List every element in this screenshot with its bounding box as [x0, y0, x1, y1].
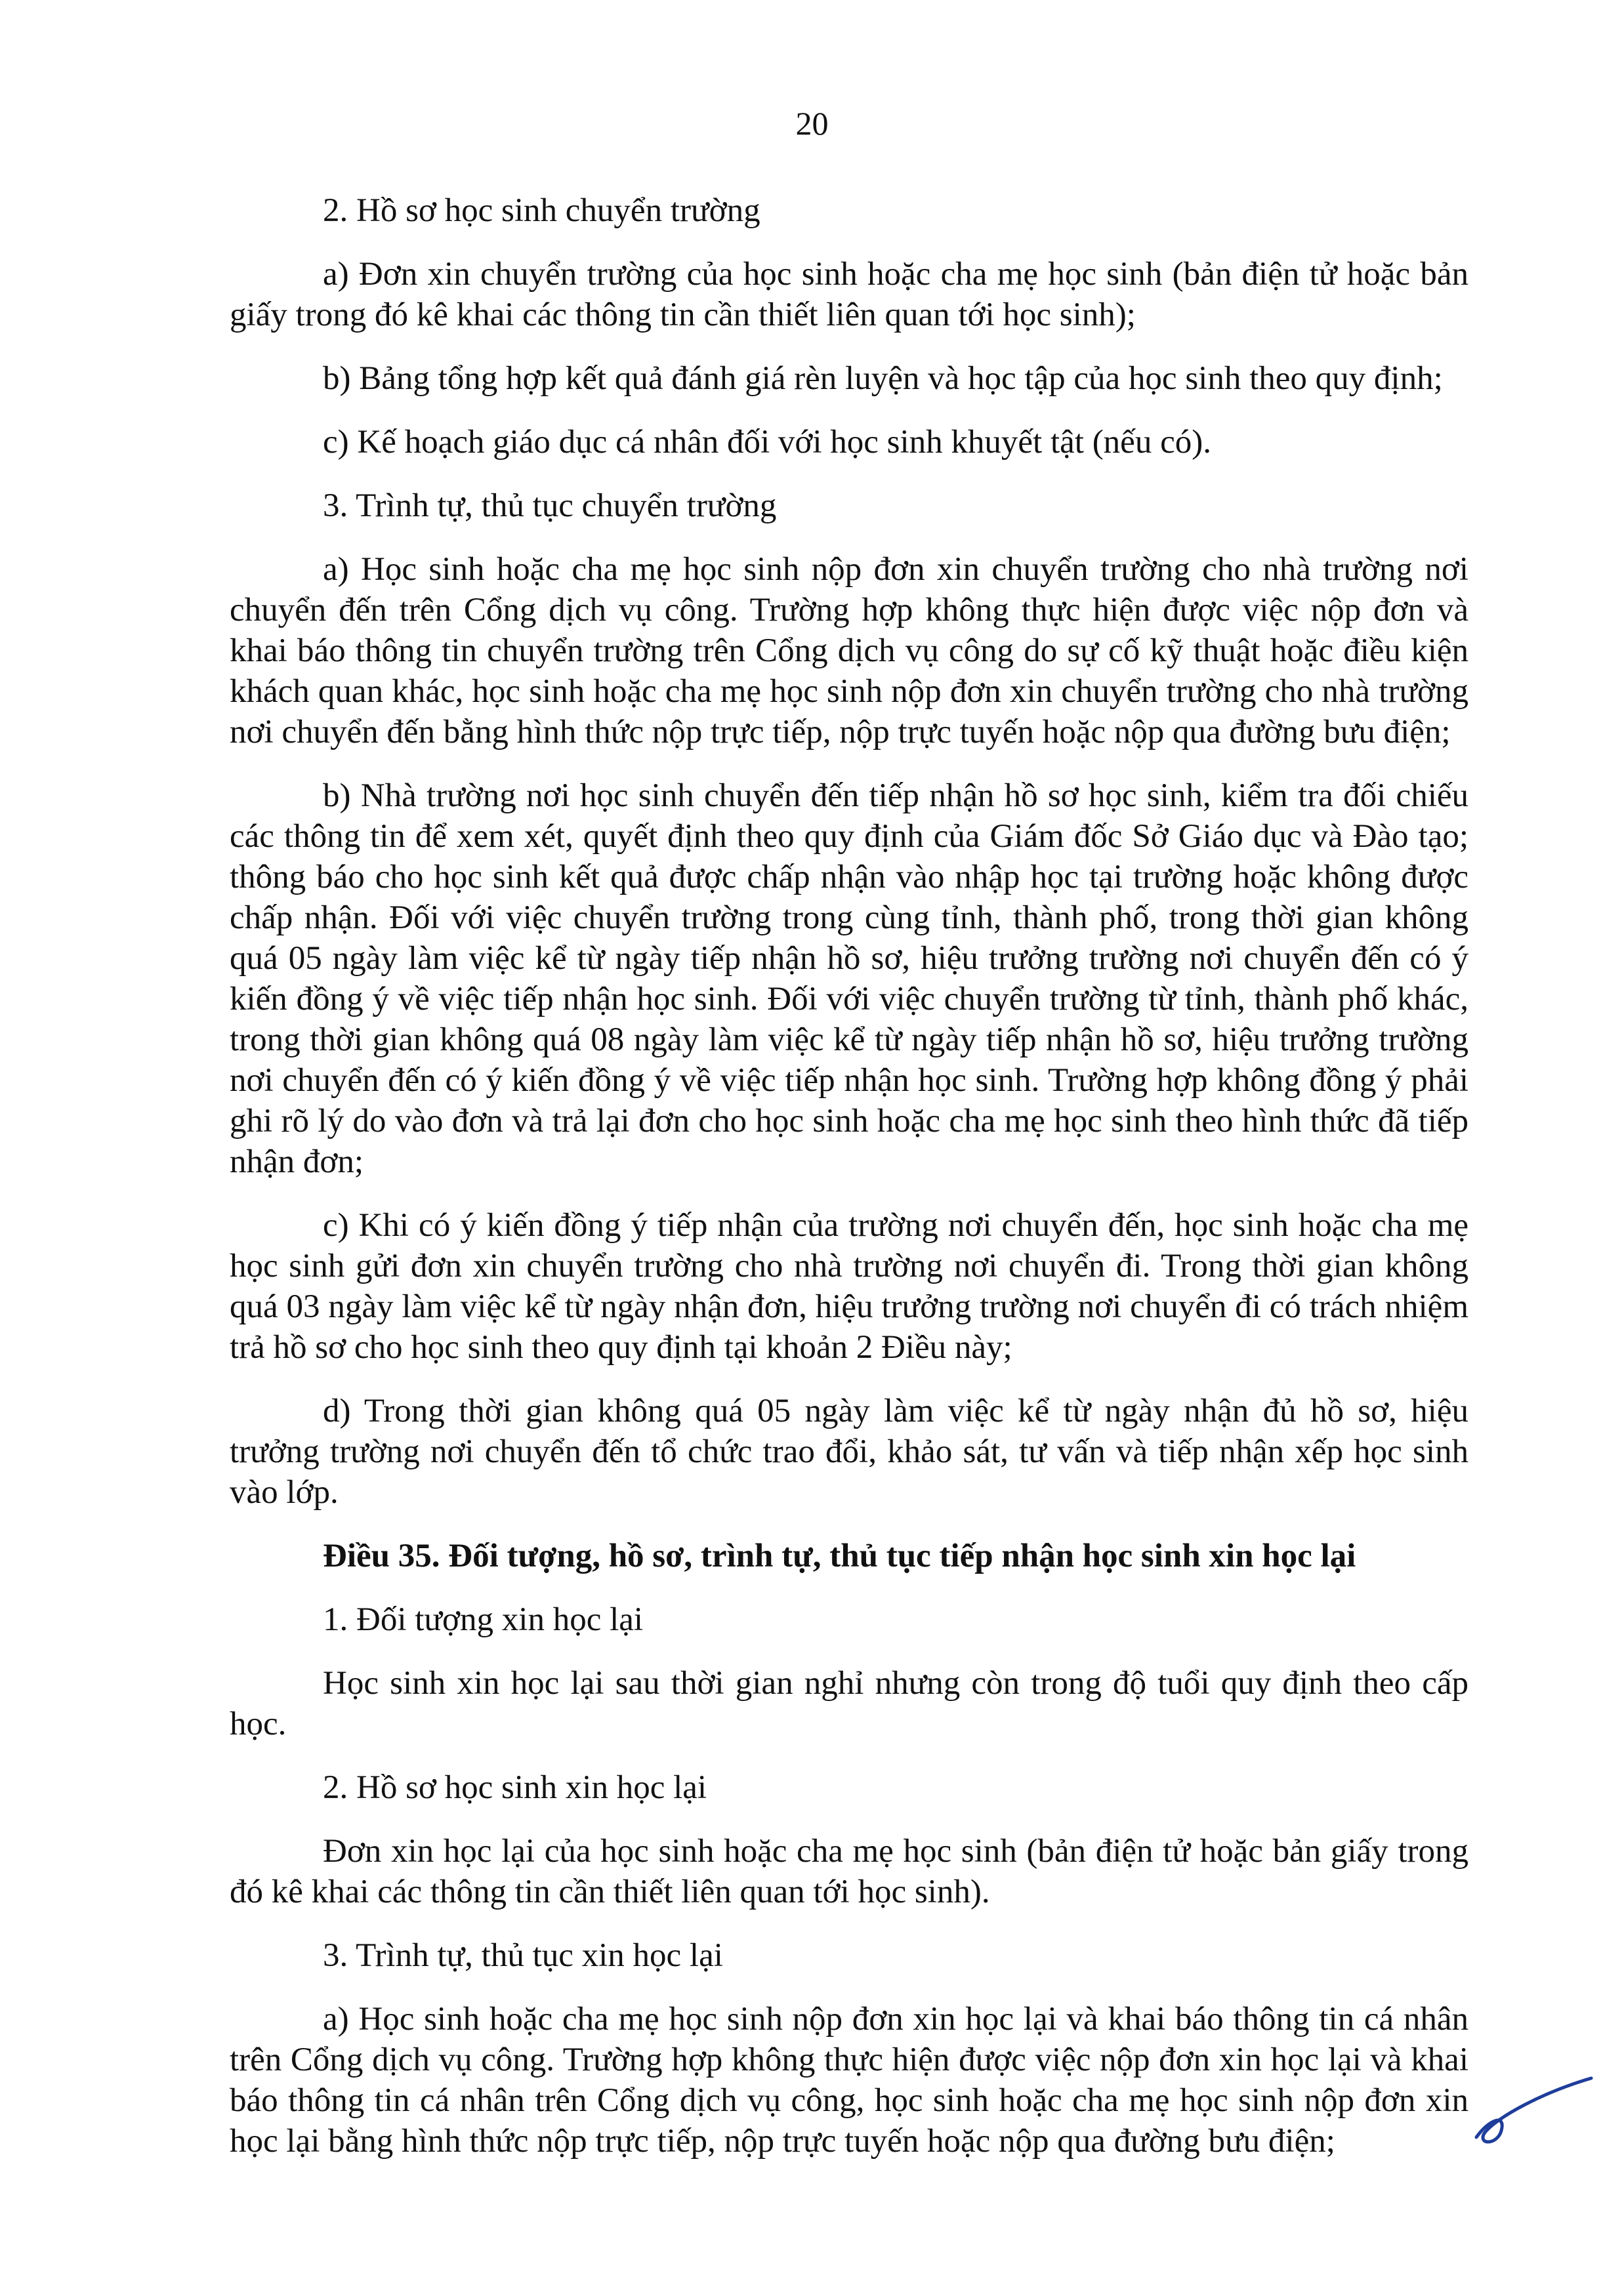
section-heading: 2. Hồ sơ học sinh xin học lại	[323, 1769, 707, 1806]
paragraph: a) Đơn xin chuyển trường của học sinh hoặc cha mẹ học sinh (bản điện tử hoặc bản giấy trong đó kê khai các thông tin cần thiết liên quan tới học sinh);	[230, 256, 1468, 333]
article-heading: Điều 35. Đối tượng, hồ sơ, trình tự, thủ tục tiếp nhận học sinh xin học lại	[323, 1538, 1356, 1574]
paragraph: a) Học sinh hoặc cha mẹ học sinh nộp đơn xin chuyển trường cho nhà trường nơi chuyển đến trên Cổng dịch vụ công. Trường hợp không thực hiện được việc nộp đơn và khai báo thông tin chuyển trường trên Cổng dịch vụ công do sự cố kỹ thuật hoặc điều kiện khách quan khác, học sinh hoặc cha mẹ học sinh nộp đơn xin chuyển trường cho nhà trường nơi chuyển đến bằng hình thức nộp trực tiếp, nộp trực tuyến hoặc nộp qua đường bưu điện;	[230, 551, 1468, 750]
document-body	[230, 190, 1468, 2184]
section-heading: 2. Hồ sơ học sinh chuyển trường	[323, 192, 760, 229]
paragraph: Học sinh xin học lại sau thời gian nghỉ nhưng còn trong độ tuổi quy định theo cấp học.	[230, 1665, 1468, 1742]
section-heading: 3. Trình tự, thủ tục chuyển trường	[323, 487, 777, 524]
section-heading: 3. Trình tự, thủ tục xin học lại	[323, 1937, 723, 1974]
page-number: 20	[795, 105, 829, 142]
paragraph: Đơn xin học lại của học sinh hoặc cha mẹ học sinh (bản điện tử hoặc bản giấy trong đó kê khai các thông tin cần thiết liên quan tới học sinh).	[230, 1833, 1468, 1910]
paragraph: a) Học sinh hoặc cha mẹ học sinh nộp đơn xin học lại và khai báo thông tin cá nhân trên Cổng dịch vụ công. Trường hợp không thực hiện được việc nộp đơn xin học lại và khai báo thông tin cá nhân trên Cổng dịch vụ công, học sinh hoặc cha mẹ học sinh nộp đơn xin học lại bằng hình thức nộp trực tiếp, nộp trực tuyến hoặc nộp qua đường bưu điện;	[230, 2001, 1468, 2160]
paragraph: c) Khi có ý kiến đồng ý tiếp nhận của trường nơi chuyển đến, học sinh hoặc cha mẹ học sinh gửi đơn xin chuyển trường cho nhà trường nơi chuyển đi. Trong thời gian không quá 03 ngày làm việc kể từ ngày nhận đơn, hiệu trưởng trường nơi chuyển đi có trách nhiệm trả hồ sơ cho học sinh theo quy định tại khoản 2 Điều này;	[230, 1207, 1468, 1366]
paragraph: b) Bảng tổng hợp kết quả đánh giá rèn luyện và học tập của học sinh theo quy định;	[323, 360, 1443, 397]
paragraph: d) Trong thời gian không quá 05 ngày làm việc kể từ ngày nhận đủ hồ sơ, hiệu trưởng trường nơi chuyển đến tổ chức trao đổi, khảo sát, tư vấn và tiếp nhận xếp học sinh vào lớp.	[230, 1393, 1468, 1511]
signature-initial	[1470, 2073, 1601, 2152]
section-heading: 1. Đối tượng xin học lại	[323, 1601, 644, 1638]
paragraph: b) Nhà trường nơi học sinh chuyển đến tiếp nhận hồ sơ học sinh, kiểm tra đối chiếu các thông tin để xem xét, quyết định theo quy định của Giám đốc Sở Giáo dục và Đào tạo; thông báo cho học sinh kết quả được chấp nhận vào nhập học tại trường hoặc không được chấp nhận. Đối với việc chuyển trường trong cùng tỉnh, thành phố, trong thời gian không quá 05 ngày làm việc kể từ ngày tiếp nhận hồ sơ, hiệu trưởng trường nơi chuyển đến có ý kiến đồng ý về việc tiếp nhận học sinh. Đối với việc chuyển trường từ tỉnh, thành phố khác, trong thời gian không quá 08 ngày làm việc kể từ ngày tiếp nhận hồ sơ, hiệu trưởng trường nơi chuyển đến có ý kiến đồng ý về việc tiếp nhận học sinh. Trường hợp không đồng ý phải ghi rõ lý do vào đơn và trả lại đơn cho học sinh hoặc cha mẹ học sinh theo hình thức đã tiếp nhận đơn;	[230, 777, 1468, 1180]
paragraph: c) Kế hoạch giáo dục cá nhân đối với học sinh khuyết tật (nếu có).	[323, 424, 1211, 461]
